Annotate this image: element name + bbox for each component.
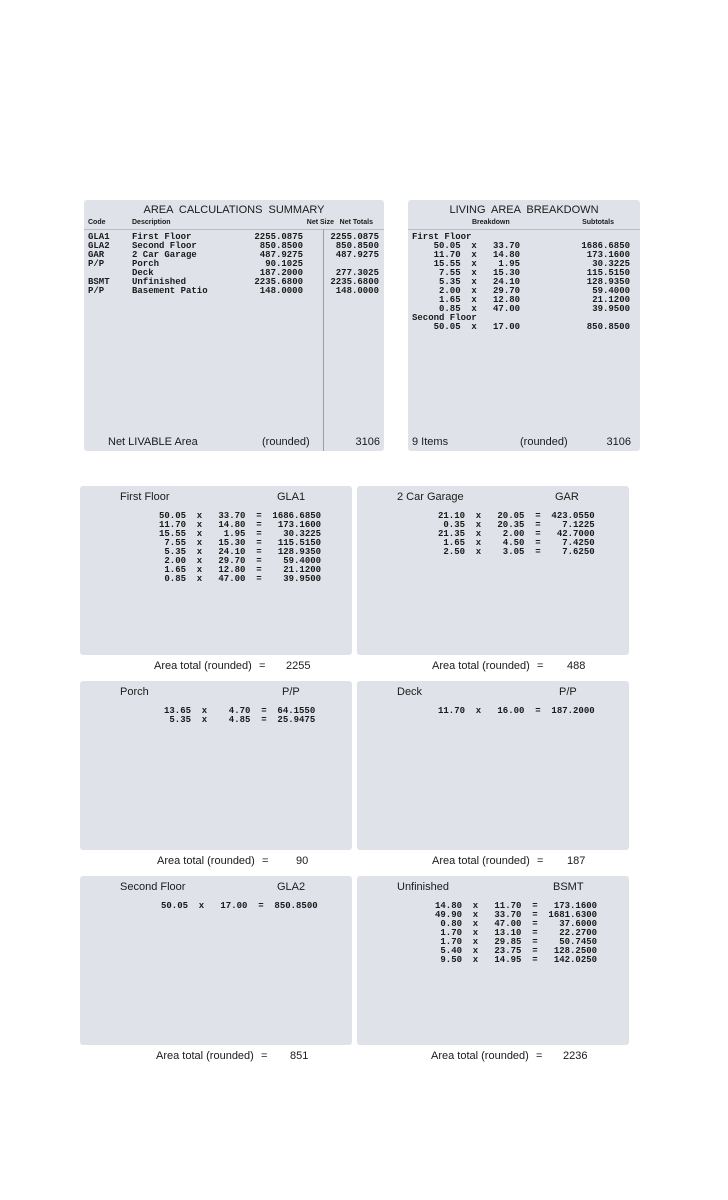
breakdown-footer-rounded: (rounded) [520,436,568,448]
area-name: Porch [120,686,149,698]
area-calculation-lines: 21.10 x 20.05 = 423.0550 0.35 x 20.35 = 7.1225 21.35 x 2.00 = 42.7000 1.65 x 4.50 = 7.4250 2.50 x 3.05 = 7.6250 [438,511,595,557]
area-total-deck [357,855,629,869]
area-code: GLA2 [277,881,306,893]
area-total-2-car-garage [357,660,629,674]
area-total-equals: = [262,855,269,867]
area-total-value: 187 [567,855,586,867]
area-total-equals: = [537,855,544,867]
summary-footer-rounded: (rounded) [262,436,310,448]
area-total-value: 851 [290,1050,309,1062]
living-area-breakdown-panel [408,200,640,451]
area-total-value: 90 [296,855,309,867]
summary-net-sizes: 2255.0875 850.8500 487.9275 90.1025 187.2000 2235.6800 148.0000 [254,232,303,296]
area-code: BSMT [553,881,584,893]
area-total-value: 2236 [563,1050,588,1062]
area-calculations-summary-panel [84,200,384,451]
area-name: Second Floor [120,881,186,893]
area-name: 2 Car Garage [397,491,464,503]
summary-col-net-size: Net Size [306,219,334,226]
area-total-first-floor [80,660,352,674]
area-box-first-floor [80,486,352,655]
area-box-deck [357,681,629,850]
breakdown-col-breakdown: Breakdown [472,219,510,226]
breakdown-title: LIVING AREA BREAKDOWN [449,204,599,216]
summary-net-totals: 2255.0875 850.8500 487.9275 277.3025 2235.6800 148.0000 [330,232,379,296]
breakdown-col-subtotals: Subtotals [582,219,614,226]
area-name: First Floor [120,491,170,503]
breakdown-footer-items: 9 Items [412,436,449,448]
area-total-equals: = [259,660,266,672]
area-box-second-floor [80,876,352,1045]
area-calculation-lines: 14.80 x 11.70 = 173.1600 49.90 x 33.70 = 1681.6300 0.80 x 47.00 = 37.6000 1.70 x 13.10 = 22.2700 1.70 x 29.85 = 50.7450 5.40 x 23.75 = 128.2500 9.50 x 14.95 = 142.0250 [435,901,598,965]
breakdown-header-divider [408,229,640,230]
summary-footer-value: 3106 [355,436,380,448]
area-total-label: Area total (rounded) [157,855,255,867]
area-code: GLA1 [277,491,306,503]
area-box-porch [80,681,352,850]
area-calculation-lines: 50.05 x 17.00 = 850.8500 [161,901,318,911]
area-code: P/P [559,686,577,698]
summary-descriptions: First Floor Second Floor 2 Car Garage Porch Deck Unfinished Basement Patio [132,232,208,296]
area-name: Unfinished [397,881,449,893]
summary-header-divider [84,229,384,230]
area-box-unfinished [357,876,629,1045]
area-box-2-car-garage [357,486,629,655]
summary-col-description: Description [132,219,171,226]
area-total-equals: = [261,1050,268,1062]
area-total-label: Area total (rounded) [432,855,530,867]
area-total-value: 2255 [286,660,311,672]
area-name: Deck [397,686,423,698]
area-total-label: Area total (rounded) [432,660,530,672]
area-calculation-lines: 50.05 x 33.70 = 1686.6850 11.70 x 14.80 = 173.1600 15.55 x 1.95 = 30.3225 7.55 x 15.30 = 115.5150 5.35 x 24.10 = 128.9350 2.00 x 29.70 = 59.4000 1.65 x 12.80 = 21.1200 0.85 x 47.00 = 39.9500 [159,511,322,584]
area-total-porch [80,855,352,869]
area-total-value: 488 [567,660,586,672]
area-total-equals: = [537,660,544,672]
summary-col-net-totals: Net Totals [339,219,373,226]
area-code: P/P [282,686,300,698]
area-calculation-lines: 11.70 x 16.00 = 187.2000 [438,706,595,716]
breakdown-subtotals: 1686.6850 173.1600 30.3225 115.5150 128.9350 59.4000 21.1200 39.9500 850.8500 [581,241,630,332]
area-total-unfinished [357,1050,629,1064]
area-total-second-floor [80,1050,352,1064]
area-total-label: Area total (rounded) [156,1050,254,1062]
summary-col-code: Code [88,219,106,226]
summary-footer-label: Net LIVABLE Area [108,436,198,448]
breakdown-lines: First Floor 50.05 x 33.70 11.70 x 14.80 15.55 x 1.95 7.55 x 15.30 5.35 x 24.10 2.00 x 29.70 1.65 x 12.80 0.85 x 47.00 Second Floor 50.05 x 17.00 [412,232,521,332]
area-total-label: Area total (rounded) [431,1050,529,1062]
breakdown-footer-value: 3106 [606,436,631,448]
area-total-label: Area total (rounded) [154,660,252,672]
summary-codes: GLA1 GLA2 GAR P/P BSMT P/P [88,232,110,296]
area-calculation-lines: 13.65 x 4.70 = 64.1550 5.35 x 4.85 = 25.9475 [164,706,316,725]
area-total-equals: = [536,1050,543,1062]
area-code: GAR [555,491,579,503]
summary-title: AREA CALCULATIONS SUMMARY [143,204,325,216]
